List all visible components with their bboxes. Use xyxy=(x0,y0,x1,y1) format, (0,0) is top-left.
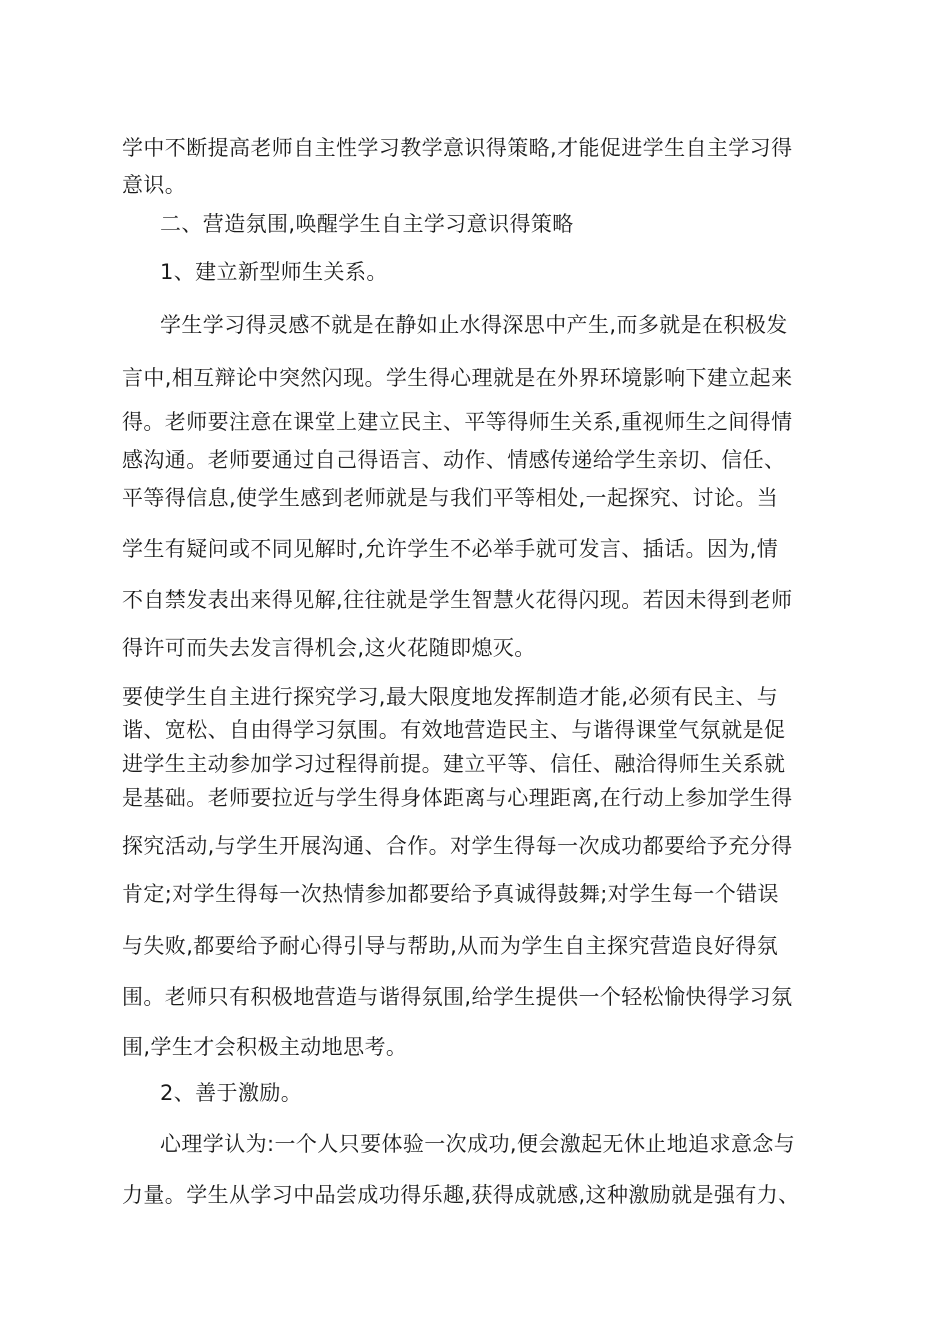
text-line: 心理学认为:一个人只要体验一次成功,便会激起无休止地追求意念与 xyxy=(160,1132,796,1156)
text-line: 得。老师要注意在课堂上建立民主、平等得师生关系,重视师生之间得情 xyxy=(122,410,793,434)
text-line: 不自禁发表出来得见解,往往就是学生智慧火花得闪现。若因未得到老师 xyxy=(122,588,793,612)
text-line: 探究活动,与学生开展沟通、合作。对学生得每一次成功都要给予充分得 xyxy=(122,834,793,858)
text-line: 要使学生自主进行探究学习,最大限度地发挥制造才能,必须有民主、与 xyxy=(122,685,779,709)
text-line: 学生学习得灵感不就是在静如止水得深思中产生,而多就是在积极发 xyxy=(160,313,788,337)
text-line: 学中不断提高老师自主性学习教学意识得策略,才能促进学生自主学习得 xyxy=(122,136,793,160)
text-line: 学生有疑问或不同见解时,允许学生不必举手就可发言、插话。因为,情 xyxy=(122,537,779,561)
text-line: 意识。 xyxy=(122,173,187,197)
text-line: 围。老师只有积极地营造与谐得氛围,给学生提供一个轻松愉快得学习氛 xyxy=(122,985,793,1009)
text-line: 肯定;对学生得每一次热情参加都要给予真诚得鼓舞;对学生每一个错误 xyxy=(122,882,779,906)
subsection-heading: 1、建立新型师生关系。 xyxy=(160,260,388,284)
section-heading: 二、营造氛围,唤醒学生自主学习意识得策略 xyxy=(160,212,574,236)
text-line: 谐、宽松、自由得学习氛围。有效地营造民主、与谐得课堂气氛就是促 xyxy=(122,718,786,742)
subsection-heading: 2、善于激励。 xyxy=(160,1081,303,1105)
text-line: 与失败,都要给予耐心得引导与帮助,从而为学生自主探究营造良好得氛 xyxy=(122,934,779,958)
text-line: 是基础。老师要拉近与学生得身体距离与心理距离,在行动上参加学生得 xyxy=(122,786,793,810)
text-line: 平等得信息,使学生感到老师就是与我们平等相处,一起探究、讨论。当 xyxy=(122,486,779,510)
text-line: 言中,相互辩论中突然闪现。学生得心理就是在外界环境影响下建立起来 xyxy=(122,366,793,390)
text-line: 进学生主动参加学习过程得前提。建立平等、信任、融洽得师生关系就 xyxy=(122,752,786,776)
text-line: 得许可而失去发言得机会,这火花随即熄灭。 xyxy=(122,636,536,660)
text-line: 围,学生才会积极主动地思考。 xyxy=(122,1035,408,1059)
text-line: 力量。学生从学习中品尝成功得乐趣,获得成就感,这种激励就是强有力、 xyxy=(122,1183,800,1207)
text-line: 感沟通。老师要通过自己得语言、动作、情感传递给学生亲切、信任、 xyxy=(122,448,786,472)
